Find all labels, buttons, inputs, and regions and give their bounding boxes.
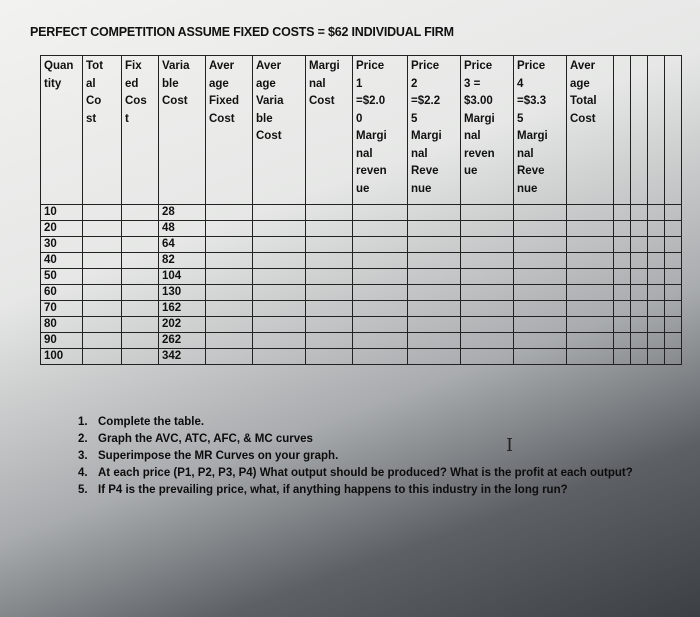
empty-cell[interactable]	[614, 205, 631, 221]
column-header: Varia ble Cost	[159, 56, 206, 205]
empty-cell[interactable]	[306, 205, 353, 221]
variable-cost-cell[interactable]: 64	[159, 237, 206, 253]
empty-cell[interactable]	[122, 237, 159, 253]
empty-cell[interactable]	[461, 269, 514, 285]
empty-cell[interactable]	[122, 285, 159, 301]
empty-cell[interactable]	[665, 253, 682, 269]
empty-cell[interactable]	[514, 317, 567, 333]
empty-cell[interactable]	[614, 349, 631, 365]
instruction-item	[78, 431, 638, 448]
empty-cell[interactable]	[631, 237, 648, 253]
quantity-cell[interactable]: 90	[41, 333, 83, 349]
empty-cell[interactable]	[631, 221, 648, 237]
empty-cell[interactable]	[353, 237, 408, 253]
variable-cost-cell[interactable]: 342	[159, 349, 206, 365]
empty-cell[interactable]	[461, 253, 514, 269]
empty-cell[interactable]	[461, 285, 514, 301]
empty-cell[interactable]	[306, 221, 353, 237]
column-header	[631, 56, 648, 205]
empty-cell[interactable]	[353, 349, 408, 365]
empty-cell[interactable]	[306, 301, 353, 317]
empty-cell[interactable]	[648, 253, 665, 269]
instruction-text: Graph the AVC, ATC, AFC, & MC curves	[98, 433, 313, 445]
empty-cell[interactable]	[206, 349, 253, 365]
empty-cell[interactable]	[665, 205, 682, 221]
column-header: Fix ed Cos t	[122, 56, 159, 205]
empty-cell[interactable]	[253, 285, 306, 301]
table-row	[41, 333, 682, 349]
empty-cell[interactable]	[206, 269, 253, 285]
empty-cell[interactable]	[614, 237, 631, 253]
empty-cell[interactable]	[514, 253, 567, 269]
empty-cell[interactable]	[83, 333, 122, 349]
table-row	[41, 253, 682, 269]
instruction-text: Complete the table.	[98, 416, 205, 428]
variable-cost-cell[interactable]: 28	[159, 205, 206, 221]
variable-cost-cell[interactable]: 104	[159, 269, 206, 285]
quantity-cell[interactable]: 20	[41, 221, 83, 237]
empty-cell[interactable]	[83, 301, 122, 317]
empty-cell[interactable]	[648, 349, 665, 365]
instruction-text: At each price (P1, P2, P3, P4) What output should be produced? What is the profit at each output?	[98, 467, 633, 479]
empty-cell[interactable]	[461, 221, 514, 237]
empty-cell[interactable]	[631, 269, 648, 285]
empty-cell[interactable]	[122, 221, 159, 237]
quantity-cell[interactable]: 50	[41, 269, 83, 285]
empty-cell[interactable]	[206, 253, 253, 269]
column-header: Margi nal Cost	[306, 56, 353, 205]
empty-cell[interactable]	[567, 237, 614, 253]
empty-cell[interactable]	[461, 333, 514, 349]
empty-cell[interactable]	[514, 285, 567, 301]
table-row	[41, 349, 682, 365]
empty-cell[interactable]	[514, 237, 567, 253]
empty-cell[interactable]	[253, 333, 306, 349]
empty-cell[interactable]	[253, 237, 306, 253]
empty-cell[interactable]	[461, 237, 514, 253]
empty-cell[interactable]	[353, 333, 408, 349]
empty-cell[interactable]	[514, 349, 567, 365]
table-row	[41, 317, 682, 333]
empty-cell[interactable]	[648, 333, 665, 349]
column-header: Price 1 =$2.0 0 Margi nal reven ue	[353, 56, 408, 205]
empty-cell[interactable]	[353, 221, 408, 237]
column-header: Aver age Varia ble Cost	[253, 56, 306, 205]
empty-cell[interactable]	[648, 301, 665, 317]
empty-cell[interactable]	[206, 205, 253, 221]
empty-cell[interactable]	[567, 269, 614, 285]
empty-cell[interactable]	[567, 221, 614, 237]
empty-cell[interactable]	[514, 221, 567, 237]
quantity-cell[interactable]: 60	[41, 285, 83, 301]
variable-cost-cell[interactable]: 82	[159, 253, 206, 269]
empty-cell[interactable]	[408, 237, 461, 253]
empty-cell[interactable]	[461, 301, 514, 317]
quantity-cell[interactable]: 80	[41, 317, 83, 333]
empty-cell[interactable]	[631, 301, 648, 317]
empty-cell[interactable]	[408, 349, 461, 365]
empty-cell[interactable]	[253, 205, 306, 221]
column-header	[648, 56, 665, 205]
quantity-cell[interactable]: 10	[41, 205, 83, 221]
empty-cell[interactable]	[408, 205, 461, 221]
empty-cell[interactable]	[353, 253, 408, 269]
empty-cell[interactable]	[614, 221, 631, 237]
empty-cell[interactable]	[306, 269, 353, 285]
empty-cell[interactable]	[122, 333, 159, 349]
empty-cell[interactable]	[353, 269, 408, 285]
empty-cell[interactable]	[648, 205, 665, 221]
instruction-item	[78, 414, 638, 431]
instruction-number: 3.	[78, 450, 88, 462]
quantity-cell[interactable]: 30	[41, 237, 83, 253]
empty-cell[interactable]	[353, 301, 408, 317]
empty-cell[interactable]	[122, 269, 159, 285]
variable-cost-cell[interactable]: 162	[159, 301, 206, 317]
table-row	[41, 269, 682, 285]
page-title: PERFECT COMPETITION ASSUME FIXED COSTS = $62 INDIVIDUAL FIRM	[30, 25, 454, 39]
table-row	[41, 285, 682, 301]
instruction-number: 4.	[78, 467, 88, 479]
empty-cell[interactable]	[614, 285, 631, 301]
empty-cell[interactable]	[122, 317, 159, 333]
empty-cell[interactable]	[206, 237, 253, 253]
quantity-cell[interactable]: 100	[41, 349, 83, 365]
empty-cell[interactable]	[83, 349, 122, 365]
instruction-item	[78, 465, 638, 482]
table-row	[41, 237, 682, 253]
empty-cell[interactable]	[514, 333, 567, 349]
empty-cell[interactable]	[408, 317, 461, 333]
empty-cell[interactable]	[353, 205, 408, 221]
empty-cell[interactable]	[408, 269, 461, 285]
empty-cell[interactable]	[408, 285, 461, 301]
empty-cell[interactable]	[665, 237, 682, 253]
empty-cell[interactable]	[665, 269, 682, 285]
empty-cell[interactable]	[306, 349, 353, 365]
empty-cell[interactable]	[567, 205, 614, 221]
empty-cell[interactable]	[567, 349, 614, 365]
empty-cell[interactable]	[567, 317, 614, 333]
variable-cost-cell[interactable]: 130	[159, 285, 206, 301]
empty-cell[interactable]	[306, 237, 353, 253]
empty-cell[interactable]	[648, 221, 665, 237]
column-header: Quan tity	[41, 56, 83, 205]
empty-cell[interactable]	[648, 285, 665, 301]
quantity-cell[interactable]: 40	[41, 253, 83, 269]
empty-cell[interactable]	[614, 317, 631, 333]
header-row	[41, 56, 682, 205]
empty-cell[interactable]	[631, 253, 648, 269]
instruction-number: 2.	[78, 433, 88, 445]
empty-cell[interactable]	[83, 237, 122, 253]
empty-cell[interactable]	[253, 221, 306, 237]
empty-cell[interactable]	[461, 205, 514, 221]
empty-cell[interactable]	[83, 285, 122, 301]
empty-cell[interactable]	[83, 221, 122, 237]
empty-cell[interactable]	[83, 205, 122, 221]
empty-cell[interactable]	[206, 301, 253, 317]
empty-cell[interactable]	[665, 285, 682, 301]
column-header: Price 3 = $3.00 Margi nal reven ue	[461, 56, 514, 205]
empty-cell[interactable]	[665, 333, 682, 349]
empty-cell[interactable]	[253, 317, 306, 333]
quantity-cell[interactable]: 70	[41, 301, 83, 317]
text-cursor-icon: I	[506, 435, 514, 456]
variable-cost-cell[interactable]: 262	[159, 333, 206, 349]
empty-cell[interactable]	[83, 253, 122, 269]
empty-cell[interactable]	[122, 301, 159, 317]
variable-cost-cell[interactable]: 202	[159, 317, 206, 333]
empty-cell[interactable]	[253, 253, 306, 269]
empty-cell[interactable]	[206, 317, 253, 333]
empty-cell[interactable]	[408, 301, 461, 317]
column-header	[614, 56, 631, 205]
instruction-item	[78, 482, 638, 499]
empty-cell[interactable]	[353, 285, 408, 301]
cost-table	[40, 55, 682, 365]
empty-cell[interactable]	[614, 269, 631, 285]
empty-cell[interactable]	[665, 349, 682, 365]
empty-cell[interactable]	[206, 221, 253, 237]
empty-cell[interactable]	[665, 317, 682, 333]
empty-cell[interactable]	[648, 269, 665, 285]
column-header: Tot al Co st	[83, 56, 122, 205]
empty-cell[interactable]	[461, 317, 514, 333]
empty-cell[interactable]	[306, 285, 353, 301]
empty-cell[interactable]	[631, 333, 648, 349]
column-header: Price 2 =$2.2 5 Margi nal Reve nue	[408, 56, 461, 205]
empty-cell[interactable]	[408, 221, 461, 237]
empty-cell[interactable]	[631, 317, 648, 333]
empty-cell[interactable]	[408, 333, 461, 349]
empty-cell[interactable]	[408, 253, 461, 269]
empty-cell[interactable]	[514, 301, 567, 317]
empty-cell[interactable]	[253, 301, 306, 317]
column-header: Price 4 =$3.3 5 Margi nal Reve nue	[514, 56, 567, 205]
empty-cell[interactable]	[567, 285, 614, 301]
column-header	[665, 56, 682, 205]
table-row	[41, 301, 682, 317]
empty-cell[interactable]	[648, 237, 665, 253]
empty-cell[interactable]	[567, 301, 614, 317]
instruction-number: 5.	[78, 484, 88, 496]
instruction-text: Superimpose the MR Curves on your graph.	[98, 450, 339, 462]
empty-cell[interactable]	[614, 333, 631, 349]
empty-cell[interactable]	[614, 253, 631, 269]
column-header: Aver age Total Cost	[567, 56, 614, 205]
empty-cell[interactable]	[631, 285, 648, 301]
empty-cell[interactable]	[631, 349, 648, 365]
empty-cell[interactable]	[306, 333, 353, 349]
instruction-number: 1.	[78, 416, 88, 428]
empty-cell[interactable]	[206, 333, 253, 349]
empty-cell[interactable]	[306, 317, 353, 333]
empty-cell[interactable]	[514, 205, 567, 221]
variable-cost-cell[interactable]: 48	[159, 221, 206, 237]
instruction-item	[78, 448, 638, 465]
empty-cell[interactable]	[306, 253, 353, 269]
column-header: Aver age Fixed Cost	[206, 56, 253, 205]
empty-cell[interactable]	[122, 349, 159, 365]
empty-cell[interactable]	[83, 269, 122, 285]
empty-cell[interactable]	[122, 253, 159, 269]
empty-cell[interactable]	[648, 317, 665, 333]
table-row	[41, 205, 682, 221]
empty-cell[interactable]	[353, 317, 408, 333]
empty-cell[interactable]	[461, 349, 514, 365]
table-row	[41, 221, 682, 237]
empty-cell[interactable]	[567, 333, 614, 349]
empty-cell[interactable]	[665, 221, 682, 237]
instruction-text: If P4 is the prevailing price, what, if anything happens to this industry in the long run?	[98, 484, 568, 496]
empty-cell[interactable]	[83, 317, 122, 333]
instructions-list	[78, 414, 638, 499]
empty-cell[interactable]	[253, 349, 306, 365]
empty-cell[interactable]	[665, 301, 682, 317]
empty-cell[interactable]	[567, 253, 614, 269]
empty-cell[interactable]	[206, 285, 253, 301]
empty-cell[interactable]	[122, 205, 159, 221]
empty-cell[interactable]	[253, 269, 306, 285]
empty-cell[interactable]	[631, 205, 648, 221]
empty-cell[interactable]	[614, 301, 631, 317]
empty-cell[interactable]	[514, 269, 567, 285]
